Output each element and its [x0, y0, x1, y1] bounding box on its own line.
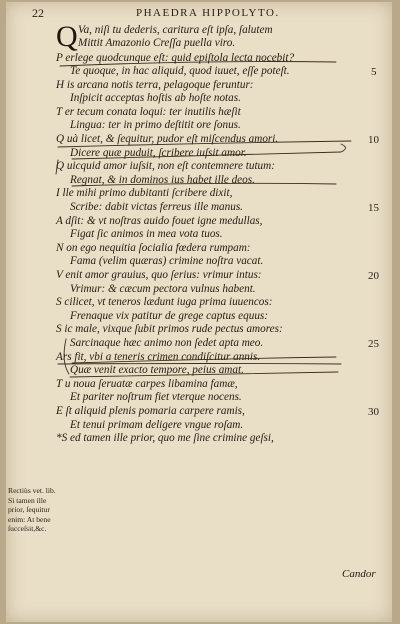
margin-note-line: ſucceſsit,&c.	[8, 524, 47, 534]
verse-line: I lle mihi primo dubitanti ſcribere dixit,	[56, 187, 233, 199]
margin-note-line: Si tamen ille	[8, 495, 47, 505]
verse-line: Vrimur: & cæcum pectora vulnus habent.	[70, 283, 256, 295]
verse-line: Mittit Amazonio Creſſa puella viro.	[78, 37, 236, 49]
verse-line: Q uicquid amor iuſsit, non eſt contemnere tutum:	[56, 160, 275, 172]
running-head: PHAEDRA HIPPOLYTO.	[136, 7, 280, 19]
line-number: 10	[368, 134, 379, 146]
verse-line: E ſt aliquid plenis pomaria carpere ramis,	[56, 405, 245, 417]
verse-line: Fama (velim quæras) crimine noſtra vacat.	[70, 255, 264, 267]
drop-cap: Q	[56, 20, 78, 53]
verse-line: Sarcinaque hæc animo non ſedet apta meo.	[70, 337, 264, 349]
verse-line: S ic male, vixque ſubit primos rude pectus amores:	[56, 323, 283, 335]
verse-line: H is arcana notis terra, pelagoque feruntur:	[56, 79, 254, 91]
verse-line: Et pariter noſtrum fiet vterque nocens.	[70, 391, 242, 403]
verse-line: Regnat, & in dominos ius habet ille deos.	[70, 174, 255, 186]
verse-line: T er tecum conata loqui: ter inutilis hæſit	[56, 106, 241, 118]
verse-line: Frenaque vix patitur de grege captus equus:	[70, 310, 269, 322]
line-number: 25	[368, 338, 379, 350]
catchword: Candor	[342, 568, 376, 580]
verse-line: T u noua ſeruatæ carpes libamina famæ,	[56, 378, 238, 390]
margin-note-line: prior, ſequitur	[8, 505, 50, 515]
line-number: 5	[371, 66, 377, 78]
verse-line: Ars fit, vbi a teneris crimen condiſcitur annis.	[56, 351, 261, 363]
line-number: 15	[368, 202, 379, 214]
verse-line: *S ed tamen ille prior, quo me ſine crimine geſsi,	[56, 432, 274, 444]
margin-note	[8, 486, 68, 534]
page-number: 22	[32, 6, 44, 20]
verse-line: Q uà licet, & ſequitur, pudor eſt miſcendus amori.	[56, 133, 279, 145]
line-number: 30	[368, 406, 379, 418]
line-number: 20	[368, 270, 379, 282]
verse-line: Te quoque, in hac aliquid, quod iuuet, eſſe poteſt.	[70, 65, 290, 77]
verse-line: Figat ſic animos in mea vota tuos.	[70, 228, 223, 240]
verse-line: Quæ venit exacto tempore, peius amat.	[70, 364, 244, 376]
verse-line: Dicere quæ puduit, ſcribere iuſsit amor.	[70, 147, 247, 159]
verse-line: Va, niſi tu dederis, caritura eſt ipſa, ſalutem	[78, 24, 273, 36]
verse-line: P erlege quodcunque eſt: quid epiſtola lecta nocebit?	[56, 52, 295, 64]
verse-line: S cilicet, vt teneros lædunt iuga prima iuuencos:	[56, 296, 273, 308]
verse-line: N on ego nequitia ſocialia fœdera rumpam:	[56, 242, 251, 254]
verse-line: V enit amor grauius, quo ſerius: vrimur intus:	[56, 269, 262, 281]
margin-note-line: Rectiùs vet. lib.	[8, 486, 56, 495]
verse-line: Scribe: dabit victas ferreus ille manus.	[70, 201, 243, 213]
verse-line: A dſit: & vt noſtras auido fouet igne medullas,	[56, 215, 263, 227]
verse-line: Inſpicit acceptas hoſtis ab hoſte notas.	[70, 92, 241, 104]
book-page	[6, 2, 392, 622]
margin-note-line: enim: At bene	[8, 514, 51, 524]
verse-line: Lingua: ter in primo deſtitit ore ſonus.	[70, 119, 241, 131]
verse-line: Et tenui primam deligere vngue roſam.	[70, 419, 244, 431]
